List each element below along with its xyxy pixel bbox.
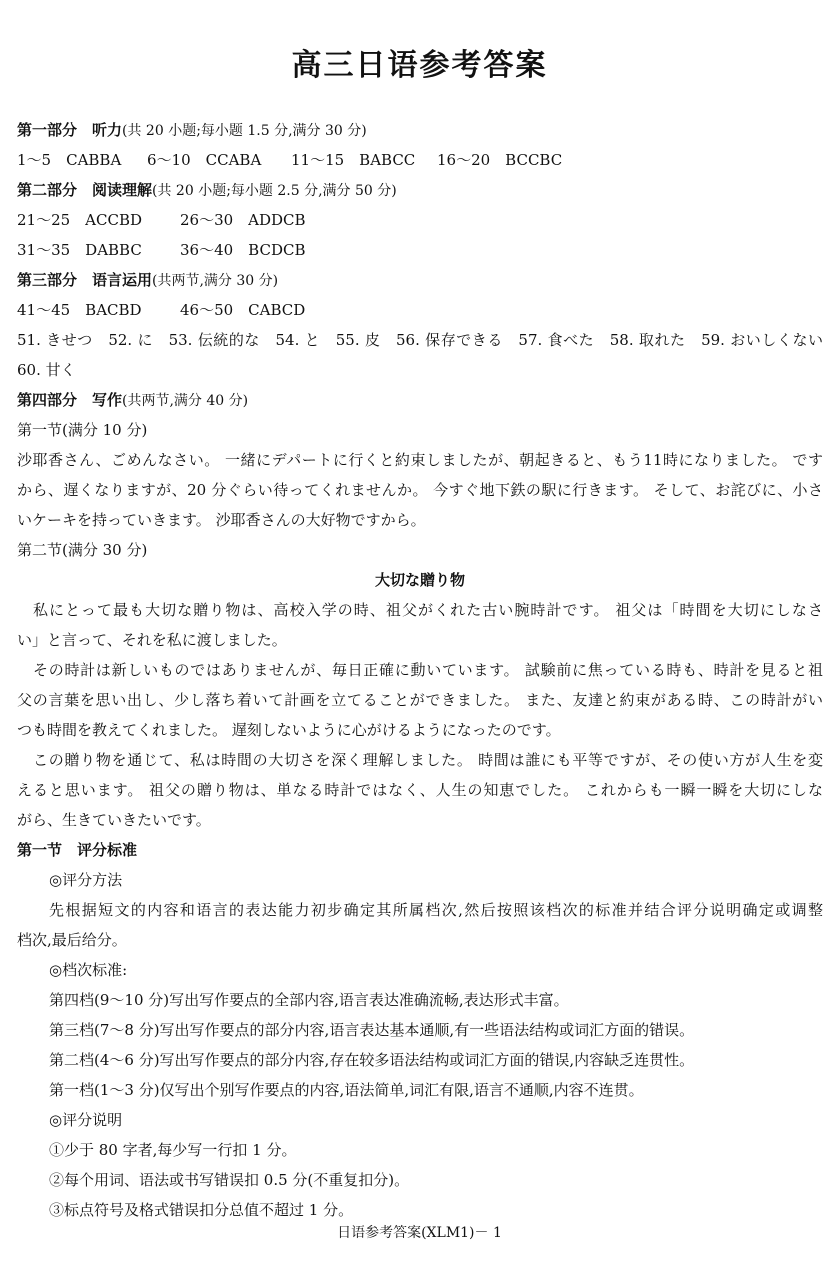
answer-group: 1～5 CABBA xyxy=(17,151,122,169)
part1-answers xyxy=(17,145,823,175)
text-line: から、遅くなりますが、20 分ぐらい待ってくれませんか。 今すぐ地下鉄の駅に行きます。 そして、お詫びに、小さ xyxy=(17,481,823,499)
answer-group: 41～45 BACBD xyxy=(17,301,142,319)
answer-group: 11～15 BABCC xyxy=(291,151,416,169)
method-label: ◎评分方法 xyxy=(49,871,123,889)
part1-heading xyxy=(17,115,823,145)
part2-heading xyxy=(17,175,823,205)
text-line: い」と言って、それを私に渡しました。 xyxy=(17,631,287,649)
note-item: ③标点符号及格式错误扣分总值不超过 1 分。 xyxy=(49,1201,354,1219)
heading-note: (共两节,满分 40 分) xyxy=(122,393,249,409)
heading-text: 第一部分 听力 xyxy=(17,121,123,139)
note-item: ②每个用词、语法或书写错误扣 0.5 分(不重复扣分)。 xyxy=(49,1171,410,1189)
part4-heading xyxy=(17,385,823,415)
level-item: 第四档(9～10 分)写出写作要点的全部内容,语言表达准确流畅,表达形式丰富。 xyxy=(49,991,569,1009)
level-item: 第二档(4～6 分)写出写作要点的部分内容,存在较多语法结构或词汇方面的错误,内容缺乏连贯性。 xyxy=(49,1051,695,1069)
note-item: ①少于 80 字者,每少写一行扣 1 分。 xyxy=(49,1141,297,1159)
fill-answers-line: 51. きせつ 52. に 53. 伝統的な 54. と 55. 皮 56. 保存できる 57. 食べた 58. 取れた 59. おいしくない xyxy=(17,331,823,349)
part3-heading xyxy=(17,265,823,295)
page-title: 高三日语参考答案 xyxy=(291,48,548,83)
text-line: その時計は新しいものではありませんが、毎日正確に動いています。 試験前に焦っている時も、時計を見ると祖 xyxy=(33,661,823,679)
text-line: 沙耶香さん、ごめんなさい。 一緒にデパートに行くと約束しましたが、朝起きると、もう11時になりました。 です xyxy=(17,451,823,469)
text-line: えると思います。 祖父の贈り物は、単なる時計ではなく、人生の知恵でした。 これからも一瞬一瞬を大切にしな xyxy=(17,781,823,799)
answer-group: 16～20 BCCBC xyxy=(437,151,563,169)
heading-note: (共两节,满分 30 分) xyxy=(152,273,279,289)
text-line: 档次,最后给分。 xyxy=(17,931,127,949)
text-line: この贈り物を通じて、私は時間の大切さを深く理解しました。 時間は誰にも平等ですが、その使い方が人生を変 xyxy=(33,751,823,769)
text-line: いケーキを持っていきます。 沙耶香さんの大好物ですから。 xyxy=(17,511,426,529)
fill-answers-line: 60. 甘く xyxy=(17,361,76,379)
page-footer: 日语参考答案(XLM1)－ 1 xyxy=(337,1225,502,1241)
part3-answers-row xyxy=(17,295,823,325)
grading-heading: 第一节 评分标准 xyxy=(17,841,138,859)
text-line: がら、生きていきたいです。 xyxy=(17,811,211,829)
heading-text: 第三部分 语言运用 xyxy=(17,271,153,289)
answer-group: 31～35 DABBC xyxy=(17,241,142,259)
heading-note: (共 20 小题;每小题 1.5 分,满分 30 分) xyxy=(122,123,367,139)
level-item: 第三档(7～8 分)写出写作要点的部分内容,语言表达基本通顺,有一些语法结构或词汇方面的错误。 xyxy=(49,1021,695,1039)
text-line: 父の言葉を思い出し、少し落ち着いて計画を立てることができました。 また、友達と約束がある時、この時計がい xyxy=(17,691,823,709)
section1-heading: 第一节(满分 10 分) xyxy=(17,421,148,439)
text-line: 先根据短文的内容和语言的表达能力初步确定其所属档次,然后按照该档次的标准并结合评分说明确定或调整 xyxy=(49,901,823,919)
answer-group: 26～30 ADDCB xyxy=(180,211,306,229)
part2-answers-row xyxy=(17,235,823,265)
text-line: 私にとって最も大切な贈り物は、高校入学の時、祖父がくれた古い腕時計です。 祖父は「時間を大切にしなさ xyxy=(33,601,823,619)
level-item: 第一档(1～3 分)仅写出个别写作要点的内容,语法简单,词汇有限,语言不通顺,内容不连贯。 xyxy=(49,1081,644,1099)
answer-group: 46～50 CABCD xyxy=(180,301,306,319)
answer-group: 36～40 BCDCB xyxy=(180,241,306,259)
document-body xyxy=(17,115,823,1225)
answer-group: 21～25 ACCBD xyxy=(17,211,143,229)
answer-group: 6～10 CCABA xyxy=(147,151,262,169)
essay-title: 大切な贈り物 xyxy=(374,571,465,589)
heading-text: 第四部分 写作 xyxy=(17,391,123,409)
part2-answers-row xyxy=(17,205,823,235)
heading-text: 第二部分 阅读理解 xyxy=(17,181,153,199)
heading-note: (共 20 小题;每小题 2.5 分,满分 50 分) xyxy=(152,183,397,199)
section2-heading: 第二节(满分 30 分) xyxy=(17,541,148,559)
notes-label: ◎评分说明 xyxy=(49,1111,123,1129)
text-line: つも時間を教えてくれました。 遅刻しないように心がけるようになったのです。 xyxy=(17,721,561,739)
levels-label: ◎档次标准: xyxy=(49,961,128,979)
